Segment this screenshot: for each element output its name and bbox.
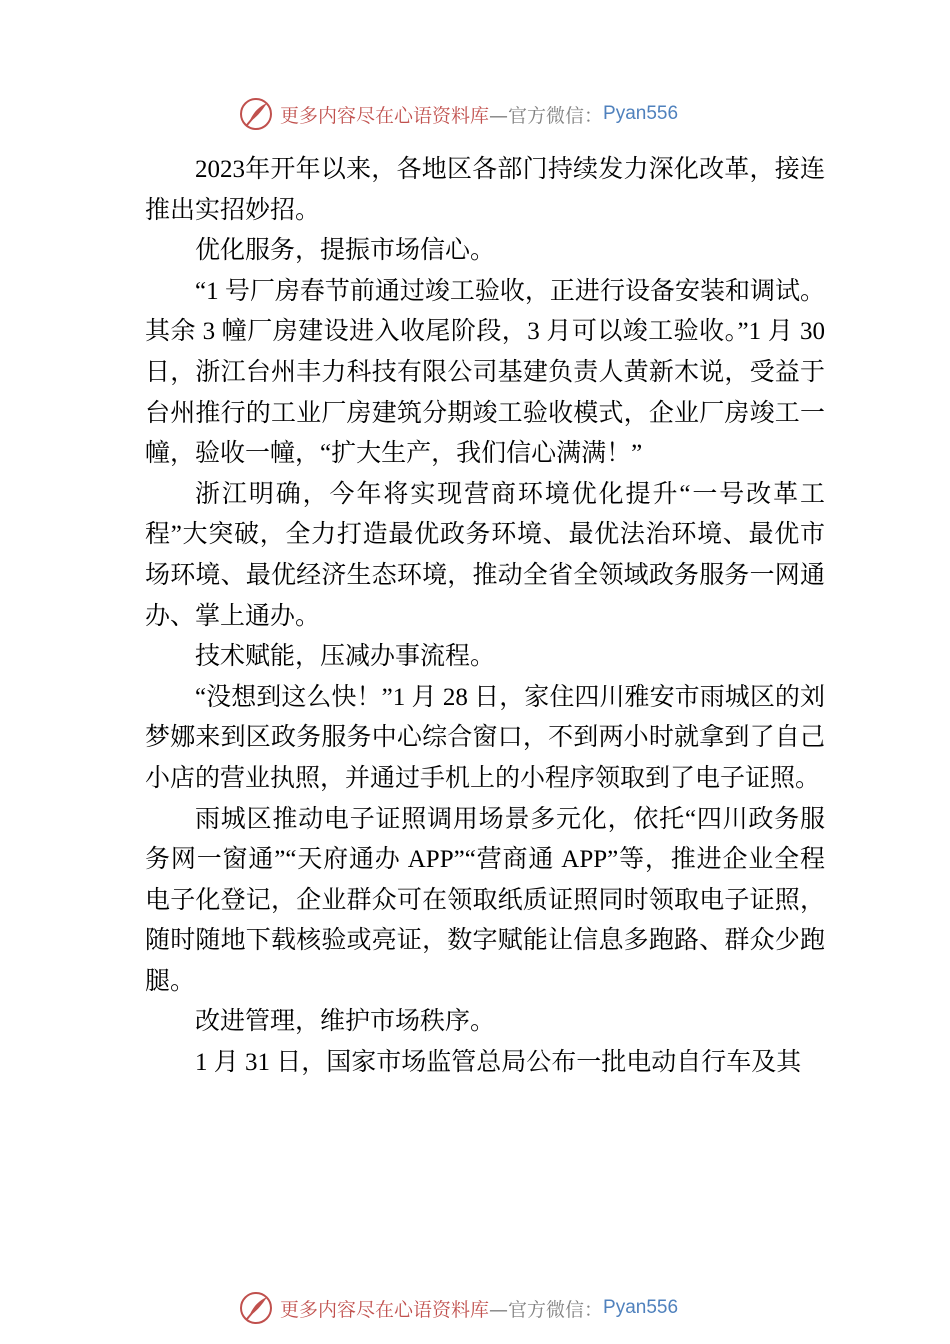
paragraph-8: 改进管理，维护市场秩序。 xyxy=(195,1008,496,1036)
feather-logo-icon xyxy=(238,96,274,132)
paragraph-9: 1 月 31 日，国家市场监管总局公布一批电动自行车及其 xyxy=(195,1049,802,1077)
paragraph-6: “没想到这么快！”1 月 28 日，家住四川雅安市雨城区的刘梦娜来到区政务服务中心综合窗口，不到两小时就拿到了自己小店的营业执照，并通过手机上的小程序领取到了电子证照。 xyxy=(145,683,825,792)
header-brand-text: 更多内容尽在心语资料库 xyxy=(280,104,490,127)
article-body xyxy=(145,150,825,1084)
header-wechat-label: —官方微信： xyxy=(489,104,604,127)
header-wechat-id: Pyan556 xyxy=(603,103,679,124)
footer-banner xyxy=(238,1288,758,1328)
paragraph-2: 优化服务，提振市场信心。 xyxy=(195,237,496,265)
header-banner xyxy=(238,94,758,134)
footer-brand-text: 更多内容尽在心语资料库 xyxy=(280,1298,490,1321)
paragraph-3: “1 号厂房春节前通过竣工验收，正进行设备安装和调试。其余 3 幢厂房建设进入收尾阶段，3 月可以竣工验收。”1 月 30 日，浙江台州丰力科技有限公司基建负责人黄新木说，受益于台州推行的工业厂房建筑分期竣工验收模式，企业厂房竣工一幢，验收一幢，“扩大生产，我们信心满满！” xyxy=(145,277,825,468)
paragraph-1: 2023年开年以来，各地区各部门持续发力深化改革，接连推出实招妙招。 xyxy=(145,156,825,224)
footer-wechat-id: Pyan556 xyxy=(603,1297,679,1318)
paragraph-5: 技术赋能，压减办事流程。 xyxy=(195,643,496,671)
feather-logo-icon xyxy=(238,1290,274,1326)
paragraph-4: 浙江明确，今年将实现营商环境优化提升“一号改革工程”大突破，全力打造最优政务环境、最优法治环境、最优市场环境、最优经济生态环境，推动全省全领域政务服务一网通办、掌上通办。 xyxy=(145,480,825,630)
paragraph-7: 雨城区推动电子证照调用场景多元化，依托“四川政务服务网一窗通”“天府通办 APP”“营商通 APP”等，推进企业全程电子化登记，企业群众可在领取纸质证照同时领取电子证照，随时随地下载核验或亮证，数字赋能让信息多跑路、群众少跑腿。 xyxy=(145,805,825,995)
footer-wechat-label: —官方微信： xyxy=(489,1298,604,1321)
